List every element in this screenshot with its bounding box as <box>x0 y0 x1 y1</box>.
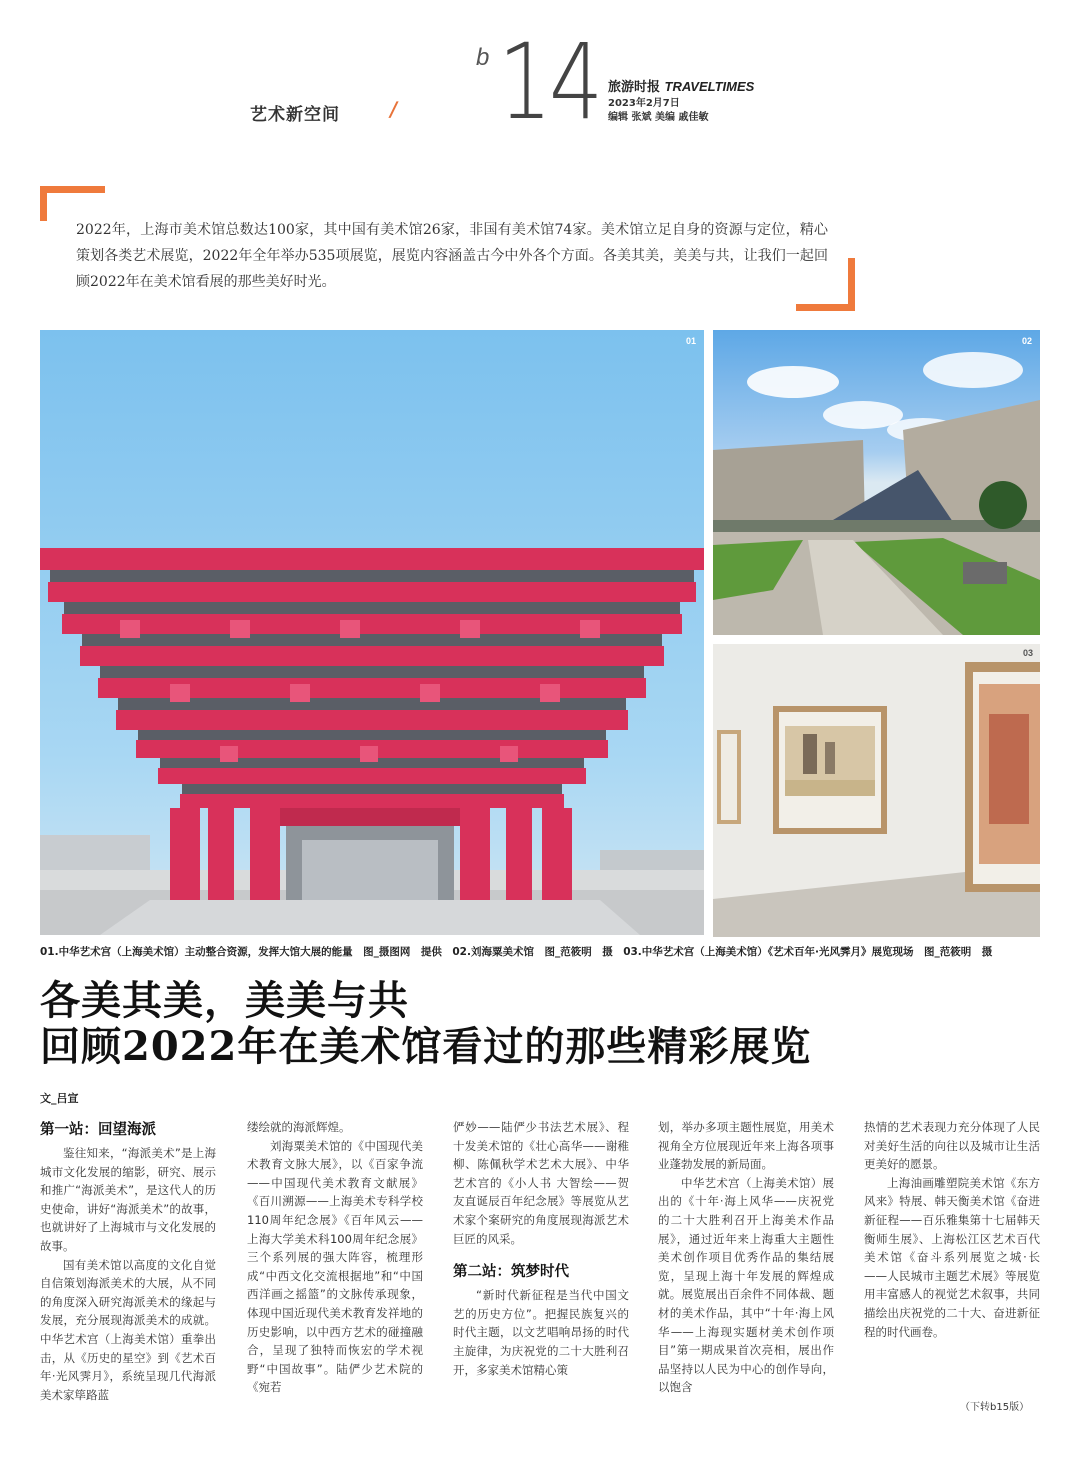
exhibition-illustration <box>713 644 1040 937</box>
issue-date: 2023年2月7日 <box>608 98 680 109</box>
photo-exhibition-hall <box>713 644 1040 937</box>
museum-building-illustration <box>713 330 1040 635</box>
photo-number-03: 03 <box>1023 648 1034 658</box>
photo-caption: 01.中华艺术宫（上海美术馆）主动整合资源，发挥大馆大展的能量 图_摄图网 提供 02.刘海粟美术馆 图_范筱明 摄 03.中华艺术宫（上海美术馆）《艺术百年·光风霁月》展览现场 图_范筱明 摄 <box>40 946 993 958</box>
body-column-4 <box>658 1118 834 1397</box>
paragraph: 国有美术馆以高度的文化自觉自信策划海派美术的大展，从不同的角度深入研究海派美术的缘起与发展，充分展现海派美术的成就。中华艺术宫（上海美术馆）重拳出击，从《历史的星空》到《艺术百年·光风霁月》，系统呈现几代海派美术家筚路蓝 <box>40 1257 216 1402</box>
headline-line-1: 各美其美，美美与共 <box>40 977 409 1024</box>
subhead-first-stop: 第一站：回望海派 <box>40 1121 156 1138</box>
photo-liu-haisu-museum <box>713 330 1040 635</box>
paper-name-cn: 旅游时报 <box>608 80 661 95</box>
paragraph: “新时代新征程是当代中国文艺的历史方位”。把握民族复兴的时代主题，以文艺唱响昂扬的时代主旋律，为庆祝党的二十大胜利召开，多家美术馆精心策 <box>453 1288 629 1377</box>
photo-number-01: 01 <box>686 336 697 346</box>
section-slash-icon: / <box>387 97 400 121</box>
page-prefix: b <box>476 44 490 71</box>
headline-line-2: 回顾2022年在美术馆看过的那些精彩展览 <box>40 1023 812 1070</box>
section-name: 艺术新空间 <box>250 105 340 125</box>
body-column-1 <box>40 1118 216 1404</box>
paragraph: 划，举办多项主题性展览，用美术视角全方位展现近年来上海各项事业蓬勃发展的新局面。 <box>658 1120 834 1172</box>
intro-paragraph: 2022年，上海市美术馆总数达100家，其中国有美术馆26家，非国有美术馆74家。美术馆立足自身的资源与定位，精心策划各类艺术展览，2022年全年举办535项展览，展览内容涵盖古今中外各个方面。各美其美，美美与共，让我们一起回顾2022年在美术馆看展的那些美好时光。 <box>76 222 828 290</box>
paragraph: 热情的艺术表现力充分体现了人民对美好生活的向往以及城市让生活更美好的愿景。 <box>864 1120 1040 1172</box>
paragraph: 缕绘就的海派辉煌。 <box>247 1120 351 1134</box>
photo-china-art-museum <box>40 330 704 935</box>
paragraph: 中华艺术宫（上海美术馆）展出的《十年·海上风华——庆祝党的二十大胜利召开上海美术作品展》，通过近年来上海重大主题性美术创作项目优秀作品的集结展览，呈现上海十年发展的辉煌成就。展览展出百余件不同体裁、题材的美术作品，其中“十年·海上风华——上海现实题材美术创作项目”第一期成果首次亮相，展出作品坚持以人民为中心的创作导向，以饱含 <box>658 1175 834 1395</box>
bracket-top-left-icon <box>40 186 105 221</box>
editor-credits: 编辑 张斌 美编 戚佳敏 <box>608 112 709 123</box>
paragraph: 上海油画雕塑院美术馆《东方风来》特展、韩天衡美术馆《奋进新征程——百乐雅集第十七届韩天衡师生展》、上海松江区艺术百代美术馆《奋斗系列展览之城·长——人民城市主题艺术展》等展览用丰富感人的视觉艺术叙事，共同描绘出庆祝党的二十大、奋进新征程的时代画卷。 <box>864 1175 1040 1339</box>
byline: 文_吕宣 <box>40 1092 79 1105</box>
continued-note: （下转b15版） <box>960 1402 1030 1413</box>
headline <box>40 978 811 1070</box>
page-number: 14 <box>498 21 600 143</box>
body-column-2 <box>247 1118 423 1397</box>
subhead-second-stop: 第二站：筑梦时代 <box>453 1263 569 1281</box>
paper-name <box>608 76 754 95</box>
paragraph: 鉴往知来，“海派美术”是上海城市文化发展的缩影，研究、展示和推广“海派美术”，是这代人的历史使命，讲好“海派美术”的故事，也就讲好了上海城市与文化发展的故事。 <box>40 1146 216 1253</box>
photo-number-02: 02 <box>1022 336 1033 346</box>
body-column-5 <box>864 1118 1040 1341</box>
paper-name-en: TRAVELTIMES <box>664 79 755 94</box>
paragraph: 俨妙——陆俨少书法艺术展》、程十发美术馆的《壮心高华——谢稚柳、陈佩秋学术艺术大展》、中华艺术宫的《小人书 大智绘——贺友直诞辰百年纪念展》等展览从艺术家个案研究的角度展现海派艺术巨匠的风采。 <box>453 1120 629 1246</box>
body-column-3 <box>453 1118 629 1379</box>
paragraph: 刘海粟美术馆的《中国现代美术教育文脉大展》，以《百家争流——中国现代美术教育文献展》《百川溯源——上海美术专科学校110周年纪念展》《百年风云——上海大学美术科100周年纪念展》三个系列展的强大阵容，梳理形成“中西文化交流根据地”和“中国西洋画之摇篮”的文脉传承现象，体现中国近现代美术教育发祥地的历史影响，以中西方艺术的碰撞融合，呈现了独特而恢宏的学术视野“中国故事”。陆俨少艺术院的《宛若 <box>247 1138 423 1395</box>
china-pavilion-illustration <box>40 330 704 935</box>
